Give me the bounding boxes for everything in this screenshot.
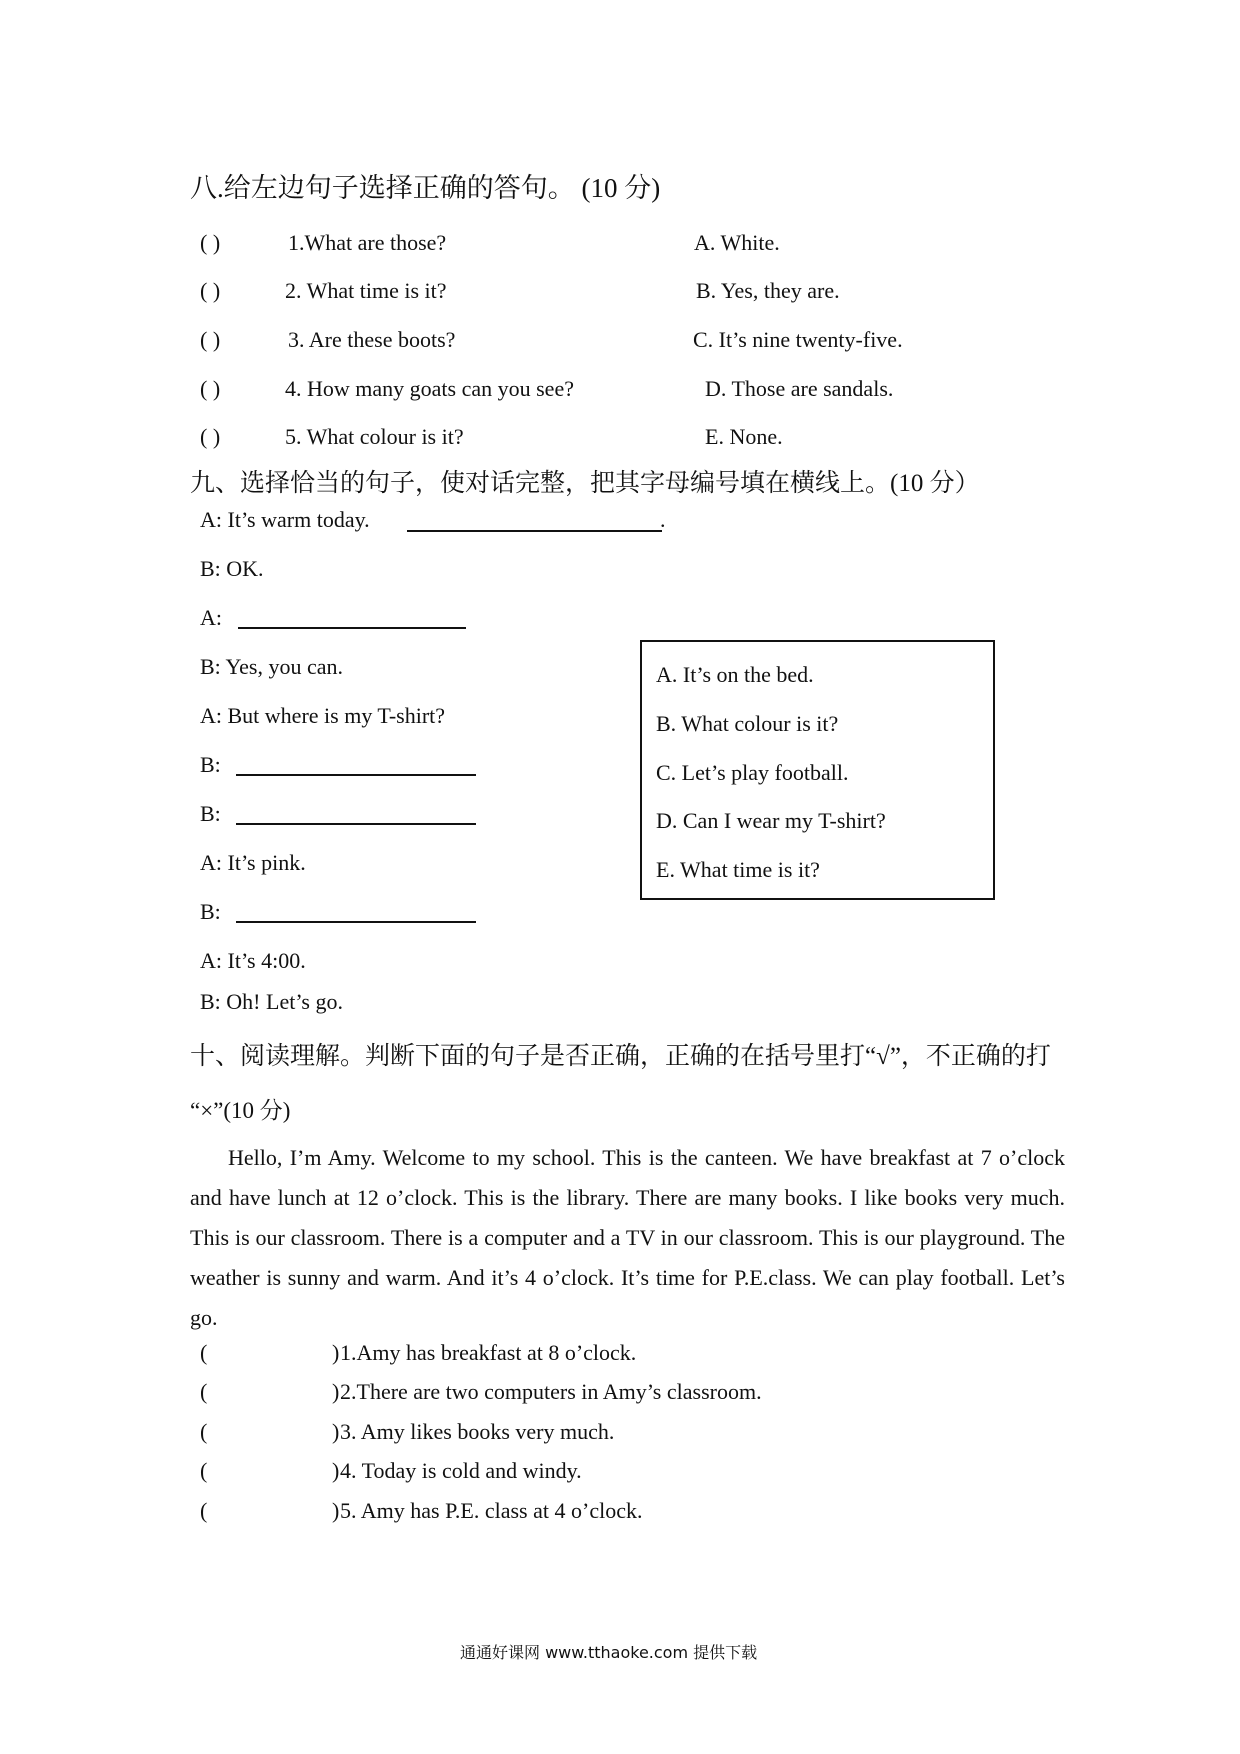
q8-2-paren[interactable]: ( ) [200, 278, 221, 303]
q8-3-paren[interactable]: ( ) [200, 327, 221, 352]
dialogue-line-11: B: Oh! Let’s go. [200, 989, 343, 1014]
answer-blank-1[interactable] [407, 530, 662, 532]
section-10-title-line2: “×”(10 分) [190, 1098, 291, 1123]
statement-5-text: 5. Amy has P.E. class at 4 o’clock. [340, 1498, 643, 1523]
statement-3-text: 3. Amy likes books very much. [340, 1419, 615, 1444]
option-b: B. What colour is it? [656, 711, 839, 736]
section-8-title: 八.给左边句子选择正确的答句。 (10 分) [190, 173, 661, 203]
q8-5-text: 5. What colour is it? [285, 424, 464, 449]
q8-5-paren[interactable]: ( ) [200, 424, 221, 449]
statement-5-close: ) [332, 1498, 340, 1523]
statement-1-open[interactable]: ( [200, 1340, 208, 1365]
option-c: C. Let’s play football. [656, 760, 849, 785]
dialogue-line-3: A: [200, 605, 222, 630]
a8-5: E. None. [705, 424, 783, 449]
q8-3-text: 3. Are these boots? [288, 327, 456, 352]
statement-1-close: ) [332, 1340, 340, 1365]
q8-2-text: 2. What time is it? [285, 278, 447, 303]
dialogue-line-2: B: OK. [200, 556, 264, 581]
statement-4-close: ) [332, 1458, 340, 1483]
dialogue-line-6: B: [200, 752, 221, 777]
q8-4-text: 4. How many goats can you see? [285, 376, 574, 401]
statement-4-open[interactable]: ( [200, 1458, 208, 1483]
page-footer: 通通好课网 www.tthaoke.com 提供下载 [460, 1643, 758, 1662]
dialogue-line-1: A: It’s warm today. [200, 507, 370, 532]
reading-passage: Hello, I’m Amy. Welcome to my school. This is the canteen. We have breakfast at 7 o’clock and have lunch at 12 o’clock. This is the library. There are many books. I like books very much. This is our classroom. There is a computer and a TV in our classroom. This is our playground. The weather is sunny and warm. And it’s 4 o’clock. It’s time for P.E.class. We can play football. Let’s go. [190, 1145, 1065, 1330]
option-d: D. Can I wear my T-shirt? [656, 808, 886, 833]
answer-blank-2[interactable] [238, 627, 466, 629]
answer-blank-5[interactable] [236, 921, 476, 923]
statement-2-text: 2.There are two computers in Amy’s classroom. [340, 1379, 762, 1404]
a8-2: B. Yes, they are. [696, 278, 840, 303]
statement-2-close: ) [332, 1379, 340, 1404]
answer-blank-3[interactable] [236, 774, 476, 776]
statement-1-text: 1.Amy has breakfast at 8 o’clock. [340, 1340, 637, 1365]
statement-3-close: ) [332, 1419, 340, 1444]
dialogue-period: . [660, 507, 666, 532]
dialogue-line-10: A: It’s 4:00. [200, 948, 306, 973]
answer-blank-4[interactable] [236, 823, 476, 825]
a8-3: C. It’s nine twenty-five. [693, 327, 903, 352]
dialogue-line-8: A: It’s pink. [200, 850, 306, 875]
dialogue-line-7: B: [200, 801, 221, 826]
a8-4: D. Those are sandals. [705, 376, 894, 401]
statement-4-text: 4. Today is cold and windy. [340, 1458, 582, 1483]
dialogue-line-5: A: But where is my T-shirt? [200, 703, 446, 728]
dialogue-line-9: B: [200, 899, 221, 924]
q8-4-paren[interactable]: ( ) [200, 376, 221, 401]
dialogue-line-4: B: Yes, you can. [200, 654, 344, 679]
statement-5-open[interactable]: ( [200, 1498, 208, 1523]
section-10-title-line1: 十、阅读理解。判断下面的句子是否正确，正确的在括号里打“√”，不正确的打 [190, 1043, 1051, 1070]
q8-1-text: 1.What are those? [288, 230, 447, 255]
option-a: A. It’s on the bed. [656, 662, 814, 687]
statement-2-open[interactable]: ( [200, 1379, 208, 1404]
statement-3-open[interactable]: ( [200, 1419, 208, 1444]
q8-1-paren[interactable]: ( ) [200, 230, 221, 255]
section-9-title: 九、选择恰当的句子，使对话完整，把其字母编号填在横线上。(10 分） [190, 470, 980, 497]
a8-1: A. White. [694, 230, 780, 255]
option-e: E. What time is it? [656, 857, 820, 882]
